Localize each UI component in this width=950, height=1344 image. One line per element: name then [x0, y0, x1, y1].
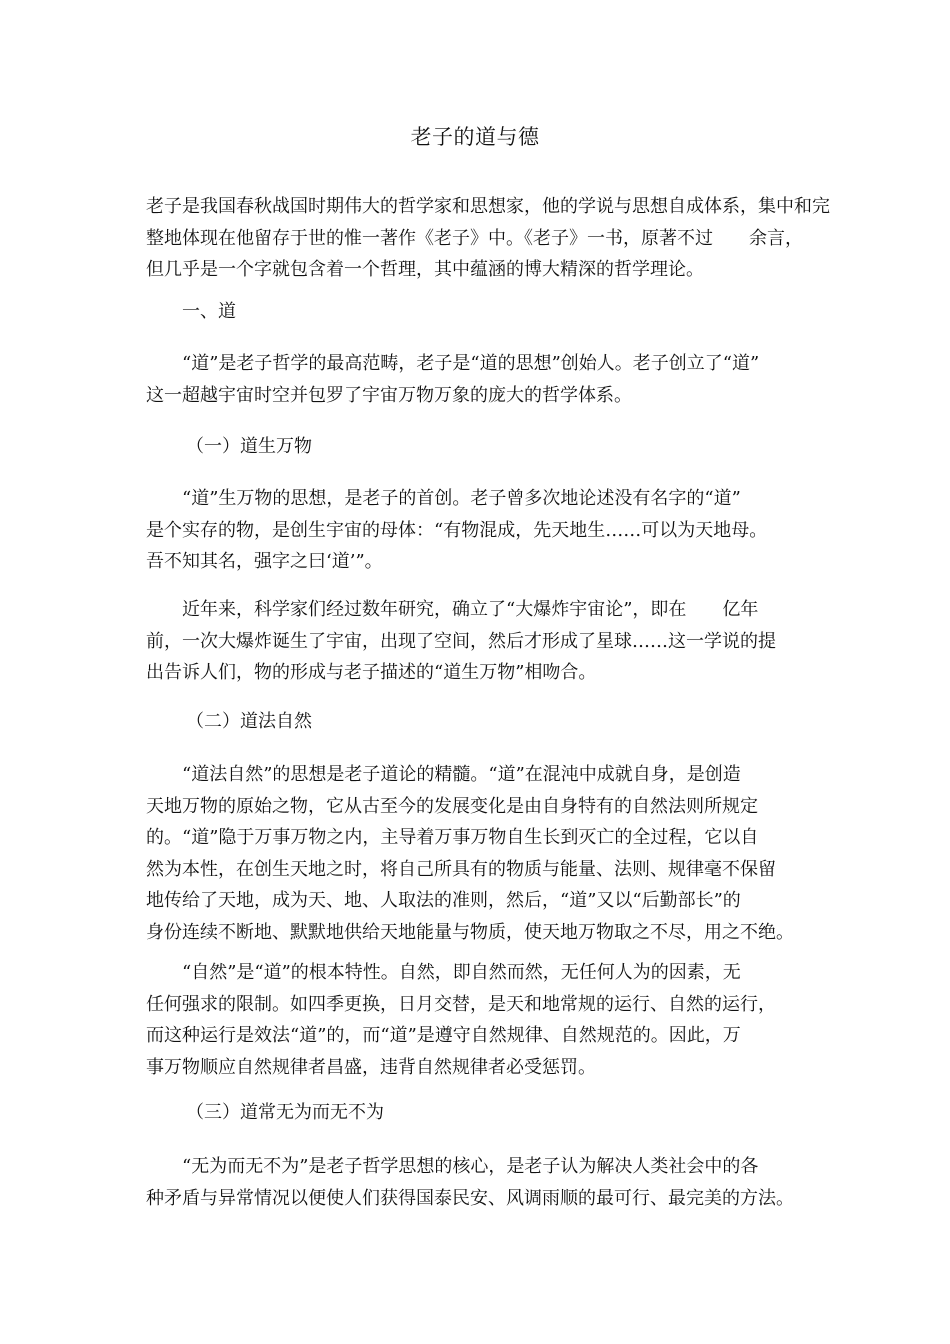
text-line: 近年来，科学家们经过数年研究，确立了“大爆炸宇宙论”，即在 亿年 — [182, 599, 759, 620]
text-line: 是个实存的物，是创生宇宙的母体：“有物混成，先天地生……可以为天地母。 — [146, 519, 768, 541]
sub1-paragraph-1 — [146, 483, 810, 578]
text-line: 身份连续不断地、默默地供给天地能量与物质，使天地万物取之不尽，用之不绝。 — [146, 921, 794, 943]
document-title: 老子的道与德 — [410, 125, 540, 149]
text-line: “道法自然”的思想是老子道论的精髓。“道”在混沌中成就自身，是创造 — [182, 764, 741, 785]
text-line: 天地万物的原始之物，它从古至今的发展变化是由自身特有的自然法则所规定 — [146, 795, 758, 817]
text-line: “道”是老子哲学的最高范畴，老子是“道的思想”创始人。老子创立了“道” — [182, 353, 760, 374]
text-line: 出告诉人们，物的形成与老子描述的“道生万物”相吻合。 — [146, 662, 597, 683]
text-line: 但几乎是一个字就包含着一个哲理，其中蕴涵的博大精深的哲学理论。 — [146, 259, 704, 280]
text-line: 种矛盾与异常情况以便使人们获得国泰民安、风调雨顺的最可行、最完美的方法。 — [146, 1187, 794, 1209]
sub1-paragraph-2 — [146, 594, 810, 689]
text-line: “道”生万物的思想，是老子的首创。老子曾多次地论述没有名字的“道” — [182, 488, 741, 509]
sub2-paragraph-1 — [146, 759, 810, 948]
section-heading-dao: 一、道 — [182, 301, 236, 322]
text-line: 事万物顺应自然规律者昌盛，违背自然规律者必受惩罚。 — [146, 1056, 596, 1078]
text-line: 的。“道”隐于万事万物之内，主导着万事万物自生长到灭亡的全过程，它以自 — [146, 827, 759, 848]
text-line: 吾不知其名，强字之曰‘道’”。 — [146, 551, 383, 572]
subsection-heading-1: （一）道生万物 — [186, 436, 312, 457]
text-line: “无为而无不为”是老子哲学思想的核心，是老子认为解决人类社会中的各 — [182, 1156, 759, 1177]
text-line: 而这种运行是效法“道”的，而“道”是遵守自然规律、自然规范的。因此，万 — [146, 1025, 741, 1046]
text-line: 老子是我国春秋战国时期伟大的哲学家和思想家，他的学说与思想自成体系，集中和完 — [146, 196, 830, 217]
sub2-paragraph-2 — [146, 957, 810, 1083]
text-line: “自然”是“道”的根本特性。自然，即自然而然，无任何人为的因素，无 — [182, 962, 741, 983]
text-line: 前，一次大爆炸诞生了宇宙，出现了空间，然后才形成了星球……这一学说的提 — [146, 630, 776, 652]
text-line: 这一超越宇宙时空并包罗了宇宙万物万象的庞大的哲学体系。 — [146, 384, 632, 406]
subsection-heading-3: （三）道常无为而无不为 — [186, 1102, 384, 1123]
sub3-paragraph-1 — [146, 1151, 810, 1214]
text-line: 整地体现在他留存于世的惟一著作《老子》中。《老子》一书，原著不过 余言， — [146, 227, 803, 249]
intro-paragraph — [146, 191, 830, 286]
text-line: 然为本性，在创生天地之时，将自己所具有的物质与能量、法则、规律毫不保留 — [146, 858, 776, 880]
subsection-heading-2: （二）道法自然 — [186, 711, 312, 732]
section1-paragraph — [146, 348, 810, 411]
text-line: 任何强求的限制。如四季更换，日月交替，是天和地常规的运行、自然的运行， — [146, 993, 776, 1015]
text-line: 地传给了天地，成为天、地、人取法的准则，然后，“道”又以“后勤部长”的 — [146, 890, 741, 911]
